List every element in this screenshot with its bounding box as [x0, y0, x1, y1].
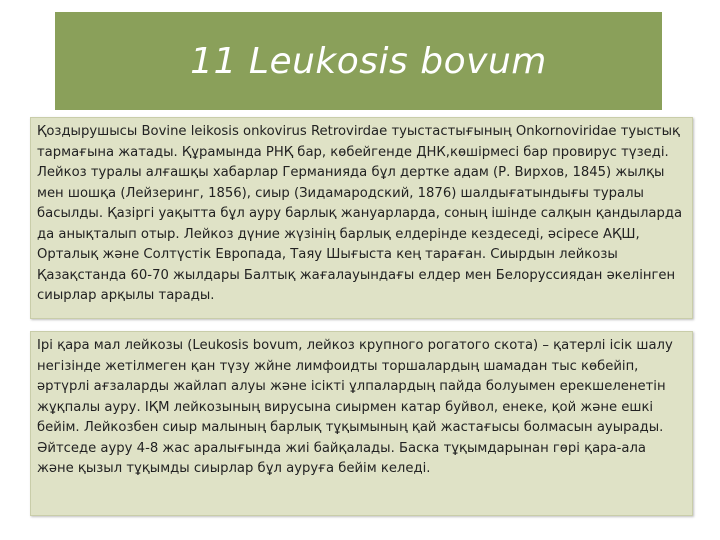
paragraph-definition: Ірі қара мал лейкозы (Leukosis bovum, лейкоз крупного рогатого скота) – қатерлі ісік шалу негізінде жетілмеген қан түзу жйне лимфоидты торшалардың шамадан тыс көбейіп, әртүрлі ағзаларды жайлап алуы және ісікті ұлпалардың пайда болуымен ерекшеленетін жұқпалы ауру. ІҚМ лейкозының вирусына сиырмен катар буйвол, енеке, қой және ешкі бейім. Лейкозбен сиыр малының барлық тұқымының қай жастағысы болмасын ауырады. Әйтседе ауру 4-8 жас аралығында жиі байқалады. Баска тұқымдарынан гөрі қара-ала және қызыл тұқымды сиырлар бұл ауруға бейім келеді.: [37, 338, 673, 476]
text-box-description: [30, 117, 693, 319]
text-box-definition: [30, 331, 693, 516]
slide-title: 11 Leukosis bovum: [190, 40, 547, 82]
paragraph-description: Қоздырушысы Bovine leikosis onkovirus Retrovirdae туыстастығының Onkornoviridae туыстық тармағына жатады. Құрамында РНҚ бар, көбейгенде ДНК,көшірмесі бар провирус түзеді. Лейкоз туралы алғашқы хабарлар Германияда бұл дертке адам (Р. Вирхов, 1845) жылқы мен шошқа (Лейзеринг, 1856), сиыр (Зидамародский, 1876) шалдығатындығы туралы басылды. Қазіргі уақытта бұл ауру барлық жануарларда, соның ішінде салқын қандыларда да анықталып отыр. Лейкоз дүние жүзінің барлық елдерінде кездеседі, әсіресе АҚШ, Орталық және Солтүстік Европада, Таяу Шығыста кең тараған. Сиырдын лейкозы Қазақстанда 60-70 жылдары Балтық жағалауындағы елдер мен Белоруссиядан әкелінген сиырлар арқылы тарады.: [37, 124, 683, 303]
title-bar: [55, 12, 662, 110]
